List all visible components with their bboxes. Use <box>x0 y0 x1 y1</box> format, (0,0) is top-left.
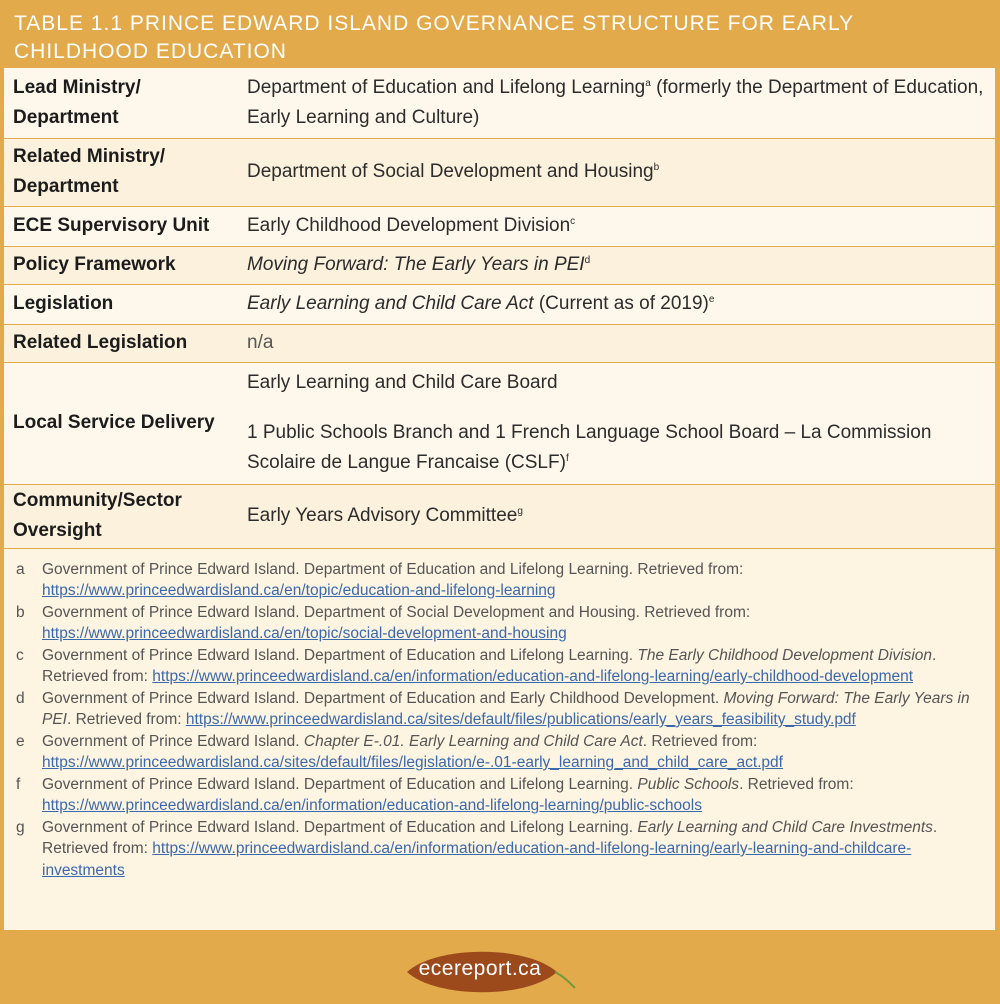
footnote: e Government of Prince Edward Island. Chapter E-.01. Early Learning and Child Care Act. Retrieved from: https://www.princeedwardisland.ca/sites/default/files/legislation/e-.01-early_learning_and_child_care_act.pdf <box>16 732 783 771</box>
row-value: Early Years Advisory Committee$^g$ <box>239 484 995 548</box>
footer <box>0 930 1000 1004</box>
row-value: Department of Social Development and Housing$^b$ <box>239 138 995 206</box>
footnote-link[interactable]: https://www.princeedwardisland.ca/sites/default/files/publications/early_years_feasibility_study.pdf <box>185 711 856 728</box>
footnote: d Government of Prince Edward Island. Department of Education and Early Childhood Development. Moving Forward: The Early Years in PEI. Retrieved from: https://www.princeedwardisland.ca/sites/default/files/publications/early_years_feasibility_study.pdf <box>16 689 970 728</box>
footnote: a Government of Prince Edward Island. Department of Education and Lifelong Learning. Retrieved from: https://www.princeedwardisland.ca/en/topic/education-and-lifelong-learning <box>16 560 744 599</box>
table-row <box>4 68 995 138</box>
row-value: Department of Education and Lifelong Learning$^a$ (formerly the Department of Education, Early Learning and Culture) <box>239 68 995 138</box>
table-row <box>4 484 995 548</box>
footnote-link[interactable]: https://www.princeedwardisland.ca/en/topic/education-and-lifelong-learning <box>42 582 556 599</box>
row-value: Early Learning and Child Care Act (Current as of 2019)$^e$ <box>239 284 995 324</box>
row-label: Lead Ministry/ Department <box>4 68 239 138</box>
row-value: Early Childhood Development Division$^c$ <box>239 206 995 246</box>
table-title <box>0 0 1000 68</box>
footnote: f Government of Prince Edward Island. Department of Education and Lifelong Learning. Public Schools. Retrieved from: https://www.princeedwardisland.ca/en/information/education-and-lifelong-learning/public-schools <box>16 775 854 814</box>
table-row <box>4 362 995 484</box>
footnote-link[interactable]: https://www.princeedwardisland.ca/sites/default/files/legislation/e-.01-early_learning_and_child_care_act.pdf <box>42 754 783 771</box>
table-row <box>4 206 995 246</box>
table-row <box>4 324 995 362</box>
footnote-link[interactable]: https://www.princeedwardisland.ca/en/information/education-and-lifelong-learning/early-learning-and-childcare-investments <box>42 840 912 879</box>
footnote: g Government of Prince Edward Island. Department of Education and Lifelong Learning. Early Learning and Child Care Investments. Retrieved from: https://www.princeedwardisland.ca/en/information/education-and-lifelong-learning/early-learning-and-childcare-investments <box>16 818 938 879</box>
row-label: Local Service Delivery <box>4 362 239 484</box>
footnote: b Government of Prince Edward Island. Department of Social Development and Housing. Retrieved from: https://www.princeedwardisland.ca/en/topic/social-development-and-housing <box>16 603 751 642</box>
row-value: Moving Forward: The Early Years in PEI$^d$ <box>239 246 995 284</box>
footnote: c Government of Prince Edward Island. Department of Education and Lifelong Learning. The Early Childhood Development Division. Retrieved from: https://www.princeedwardisland.ca/en/information/education-and-lifelong-learning/early-childhood-development <box>16 646 937 685</box>
row-label: ECE Supervisory Unit <box>4 206 239 246</box>
footnote-link[interactable]: https://www.princeedwardisland.ca/en/topic/social-development-and-housing <box>42 625 567 642</box>
table-row <box>4 246 995 284</box>
row-label: Related Legislation <box>4 324 239 362</box>
footnote-link[interactable]: https://www.princeedwardisland.ca/en/information/education-and-lifelong-learning/public-schools <box>42 797 702 814</box>
row-label: Legislation <box>4 284 239 324</box>
footnotes <box>4 549 995 882</box>
footnote-link[interactable]: https://www.princeedwardisland.ca/en/information/education-and-lifelong-learning/early-childhood-development <box>152 668 914 685</box>
row-label: Community/Sector Oversight <box>4 484 239 548</box>
table-row <box>4 284 995 324</box>
row-value: n/a <box>239 324 995 362</box>
row-label: Related Ministry/ Department <box>4 138 239 206</box>
site-logo-text[interactable]: ecereport.ca <box>418 957 542 980</box>
row-label: Policy Framework <box>4 246 239 284</box>
table-panel <box>4 68 995 930</box>
table-row <box>4 138 995 206</box>
title-line-1: TABLE 1.1 PRINCE EDWARD ISLAND GOVERNANCE STRUCTURE FOR EARLY <box>14 12 855 35</box>
row-value: Early Learning and Child Care Board 1 Public Schools Branch and 1 French Language School Board – La Commission Scolaire de Langue Francaise (CSLF)$^f$ <box>239 362 995 484</box>
title-line-2: CHILDHOOD EDUCATION <box>14 40 287 63</box>
governance-table <box>4 68 995 549</box>
